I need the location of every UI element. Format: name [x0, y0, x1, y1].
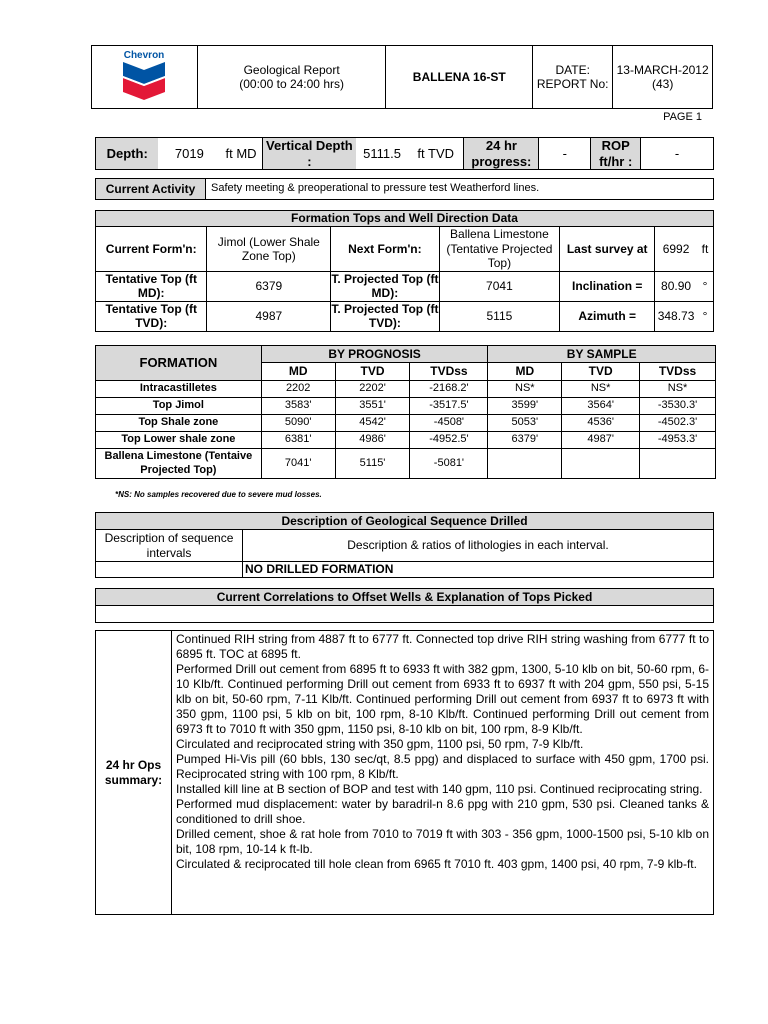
sample-tvd: 4536'	[562, 415, 640, 432]
prog-tvdss-header: TVDss	[410, 363, 488, 381]
azimuth-label: Azimuth =	[560, 301, 655, 331]
ops-paragraph: Continued RIH string from 4887 ft to 6777 ft. Connected top drive RIH string washing from 6777 ft to 6895 ft. TOC at 6895 ft.	[176, 632, 709, 661]
report-no-label: REPORT No:	[536, 77, 609, 91]
inclination-value: 80.90	[655, 272, 697, 302]
sample-tvdss: -3530.3'	[640, 398, 716, 415]
vertical-depth-unit: ft TVD	[408, 138, 464, 170]
prog-tvd: 3551'	[335, 398, 410, 415]
ops-paragraph: Drilled cement, shoe & rat hole from 7010 to 7019 ft with 303 - 356 gpm, 1000-1500 psi, 5-10 klb on bit, 108 rpm, 10-14 k ft-lb.	[176, 827, 709, 856]
report-date: 13-MARCH-2012	[616, 62, 709, 77]
table-row	[96, 449, 716, 479]
prog-tvdss: -4952.5'	[410, 432, 488, 449]
date-label: DATE:	[555, 62, 590, 77]
correlations-table	[95, 588, 714, 623]
rop-label: ROP ft/hr :	[591, 138, 641, 170]
formations-table	[95, 345, 716, 479]
prog-md: 5090'	[261, 415, 335, 432]
sequence-title: Description of Geological Sequence Drilled	[96, 513, 714, 530]
report-header	[91, 45, 713, 109]
activity-label: Current Activity	[96, 179, 206, 200]
inclination-unit: °	[697, 272, 714, 302]
prog-md: 7041'	[261, 449, 335, 479]
correlations-empty-row	[96, 606, 714, 623]
ns-note: *NS: No samples recovered due to severe mud losses.	[115, 490, 322, 499]
correlations-title: Current Correlations to Offset Wells & Explanation of Tops Picked	[96, 589, 714, 606]
report-type: Geological Report	[243, 62, 340, 77]
sequence-empty-cell	[96, 562, 243, 578]
sample-tvdss: -4502.3'	[640, 415, 716, 432]
formation-col-header: FORMATION	[96, 346, 262, 381]
vertical-depth-label: Vertical Depth :	[262, 138, 356, 170]
prog-tvd: 4986'	[335, 432, 410, 449]
projected-top-md-value: 7041	[439, 272, 560, 302]
current-form-label: Current Form'n:	[96, 227, 207, 272]
sample-tvd	[562, 449, 640, 479]
tentative-top-tvd-value: 4987	[207, 301, 331, 331]
ops-summary-text	[172, 631, 714, 915]
report-number: (43)	[651, 77, 674, 91]
sample-tvd: 3564'	[562, 398, 640, 415]
prog-tvdss: -3517.5'	[410, 398, 488, 415]
prog-md-header: MD	[261, 363, 335, 381]
sequence-col-lithologies: Description & ratios of lithologies in each interval.	[243, 530, 714, 562]
formation-name: Top Jimol	[96, 398, 262, 415]
prognosis-col-header: BY PROGNOSIS	[261, 346, 488, 363]
formation-name: Ballena Limestone (Tentaive Projected Top)	[96, 449, 262, 479]
sample-col-header: BY SAMPLE	[488, 346, 716, 363]
report-hours: (00:00 to 24:00 hrs)	[239, 77, 344, 91]
formation-tops-table	[95, 210, 714, 332]
sample-tvdss: -4953.3'	[640, 432, 716, 449]
well-name: BALLENA 16-ST	[386, 46, 533, 109]
logo-cell	[92, 46, 198, 109]
ops-paragraph: Installed kill line at B section of BOP and test with 140 gpm, 110 psi. Continued reciprocating string.	[176, 782, 703, 796]
prog-tvdss: -2168.2'	[410, 381, 488, 398]
rop-value: -	[641, 138, 714, 170]
prog-tvd: 5115'	[335, 449, 410, 479]
page-number: PAGE 1	[663, 111, 702, 123]
progress-value: -	[539, 138, 591, 170]
ops-summary-table	[95, 630, 714, 915]
sample-md: NS*	[488, 381, 562, 398]
table-row	[96, 432, 716, 449]
last-survey-unit: ft	[697, 227, 714, 272]
depth-value: 7019	[158, 138, 220, 170]
sequence-col-intervals: Description of sequence intervals	[96, 530, 243, 562]
activity-value: Safety meeting & preoperational to pressure test Weatherford lines.	[206, 179, 714, 200]
ops-paragraph: Pumped Hi-Vis pill (60 bbls, 130 sec/qt, 8.5 ppg) and displaced to surface with 450 gpm, 1700 psi. Reciprocated string with 100 rpm, 8 Klb/ft.	[176, 752, 709, 781]
prog-tvd-header: TVD	[335, 363, 410, 381]
formation-tops-title: Formation Tops and Well Direction Data	[96, 211, 714, 227]
prog-md: 3583'	[261, 398, 335, 415]
ops-paragraph: Circulated and reciprocated string with 350 gpm, 1100 psi, 50 rpm, 7-9 Klb/ft.	[176, 737, 584, 751]
depth-table	[95, 137, 714, 170]
ops-summary-label: 24 hr Ops summary:	[96, 631, 172, 915]
ops-paragraph: Circulated & reciprocated till hole clean from 6965 ft 7010 ft. 403 gpm, 1400 psi, 40 rpm, 7-9 klb-ft.	[176, 857, 697, 871]
sample-tvdss-header: TVDss	[640, 363, 716, 381]
sample-tvd: 4987'	[562, 432, 640, 449]
sample-tvd: NS*	[562, 381, 640, 398]
svg-text:Chevron: Chevron	[124, 50, 165, 62]
tentative-top-md-label: Tentative Top (ft MD):	[96, 272, 207, 302]
sample-md: 6379'	[488, 432, 562, 449]
azimuth-value: 348.73	[655, 301, 697, 331]
next-form-label: Next Form'n:	[331, 227, 439, 272]
inclination-label: Inclination =	[560, 272, 655, 302]
prog-md: 2202	[261, 381, 335, 398]
sample-tvdss: NS*	[640, 381, 716, 398]
prog-tvdss: -4508'	[410, 415, 488, 432]
sequence-table	[95, 512, 714, 578]
chevron-logo-icon	[109, 48, 179, 102]
report-type-cell	[197, 46, 386, 109]
depth-unit: ft MD	[220, 138, 262, 170]
vertical-depth-value: 5111.5	[356, 138, 408, 170]
ops-paragraph: Performed Drill out cement from 6895 ft to 6933 ft with 382 gpm, 1300, 5-10 klb on bit, 50-60 rpm, 6-10 Klb/ft. Continued performing Drill out cement from 6933 ft to 6937 ft with 204 gpm, 550 psi, 5-15 klb on bit, 50-60 rpm, 7-11 Klb/ft. Continued performing Drill out cement from 6937 ft to 6973 ft with 350 gpm, 1100 psi, 5 klb on bit, 100 rpm, 8-10 Klb/ft. Continued performing Drill out cement from 6973 ft to 7010 ft with 350 gpm, 1150 psi, 8-10 klb on bit, 100 rpm, 8-9 Klb/ft.	[176, 662, 709, 736]
prog-tvd: 2202'	[335, 381, 410, 398]
prog-tvdss: -5081'	[410, 449, 488, 479]
projected-top-tvd-label: T. Projected Top (ft TVD):	[331, 301, 439, 331]
sample-tvdss	[640, 449, 716, 479]
sample-md: 3599'	[488, 398, 562, 415]
prog-tvd: 4542'	[335, 415, 410, 432]
sample-md-header: MD	[488, 363, 562, 381]
no-drilled-formation: NO DRILLED FORMATION	[243, 562, 714, 578]
formation-name: Intracastilletes	[96, 381, 262, 398]
projected-top-tvd-value: 5115	[439, 301, 560, 331]
tentative-top-tvd-label: Tentative Top (ft TVD):	[96, 301, 207, 331]
next-form-value: Ballena Limestone (Tentative Projected Top)	[439, 227, 560, 272]
ops-paragraph: Performed mud displacement: water by baradril-n 8.6 ppg with 210 gpm, 530 psi. Cleaned tanks & conditioned to drill shoe.	[176, 797, 709, 826]
date-labels	[533, 46, 613, 109]
prog-md: 6381'	[261, 432, 335, 449]
depth-label: Depth:	[96, 138, 159, 170]
table-row	[96, 415, 716, 432]
formation-name: Top Shale zone	[96, 415, 262, 432]
azimuth-unit: °	[697, 301, 714, 331]
current-form-value: Jimol (Lower Shale Zone Top)	[207, 227, 331, 272]
tentative-top-md-value: 6379	[207, 272, 331, 302]
progress-label: 24 hr progress:	[464, 138, 539, 170]
last-survey-label: Last survey at	[560, 227, 655, 272]
last-survey-value: 6992	[655, 227, 697, 272]
formation-name: Top Lower shale zone	[96, 432, 262, 449]
projected-top-md-label: T. Projected Top (ft MD):	[331, 272, 439, 301]
date-values	[613, 46, 713, 109]
table-row	[96, 381, 716, 398]
table-row	[96, 398, 716, 415]
sample-tvd-header: TVD	[562, 363, 640, 381]
sample-md: 5053'	[488, 415, 562, 432]
activity-table	[95, 178, 714, 200]
sample-md	[488, 449, 562, 479]
